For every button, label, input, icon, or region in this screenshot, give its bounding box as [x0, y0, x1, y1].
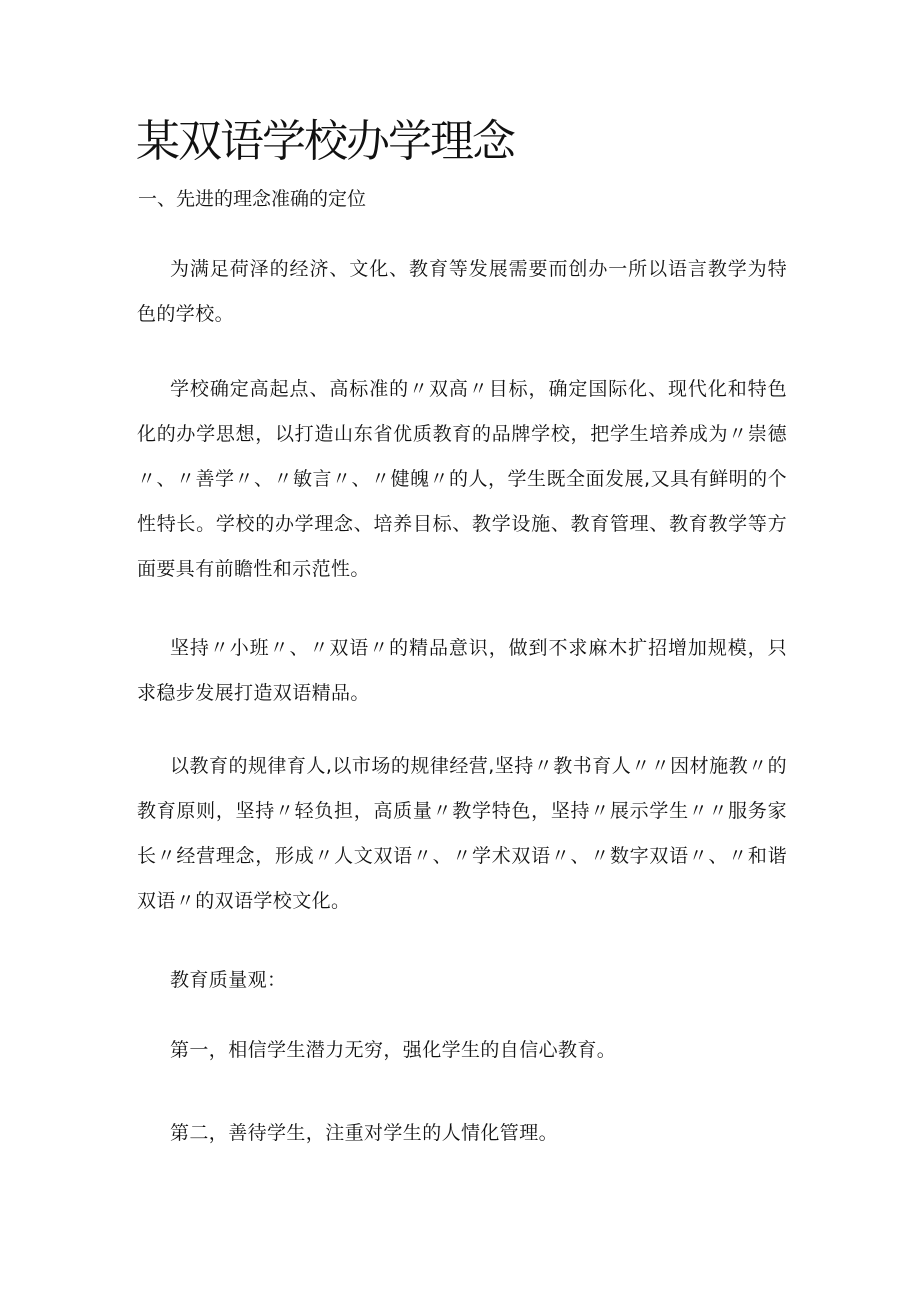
- paragraph-quality-awareness: 坚持〃小班〃、〃双语〃的精品意识，做到不求麻木扩招增加规模，只求稳步发展打造双语精品。: [137, 637, 787, 704]
- paragraph-purpose: 为满足荷泽的经济、文化、教育等发展需要而创办一所以语言教学为特色的学校。: [137, 258, 787, 325]
- paragraph-goals: 学校确定高起点、高标准的〃双高〃目标，确定国际化、现代化和特色化的办学思想，以打造山东省优质教育的品牌学校，把学生培养成为〃崇德〃、〃善学〃、〃敏言〃、〃健魄〃的人，学生既全面发展,又具有鲜明的个性特长。学校的办学理念、培养目标、教学设施、教育管理、教育教学等方面要具有前瞻性和示范性。: [137, 378, 787, 580]
- paragraph-principles: 以教育的规律育人,以市场的规律经营,坚持〃教书育人〃〃因材施教〃的教育原则，坚持〃轻负担，高质量〃教学特色，坚持〃展示学生〃〃服务家长〃经营理念，形成〃人文双语〃、〃学术双语〃、〃数字双语〃、〃和谐双语〃的双语学校文化。: [137, 755, 787, 912]
- paragraph-point-one: 第一，相信学生潜力无穷，强化学生的自信心教育。: [170, 1039, 617, 1061]
- document-title: 某双语学校办学理念: [136, 116, 514, 167]
- paragraph-quality-view-heading: 教育质量观：: [170, 969, 287, 991]
- paragraph-point-two: 第二，善待学生，注重对学生的人情化管理。: [170, 1122, 559, 1144]
- section-heading: 一、先进的理念准确的定位: [138, 188, 367, 210]
